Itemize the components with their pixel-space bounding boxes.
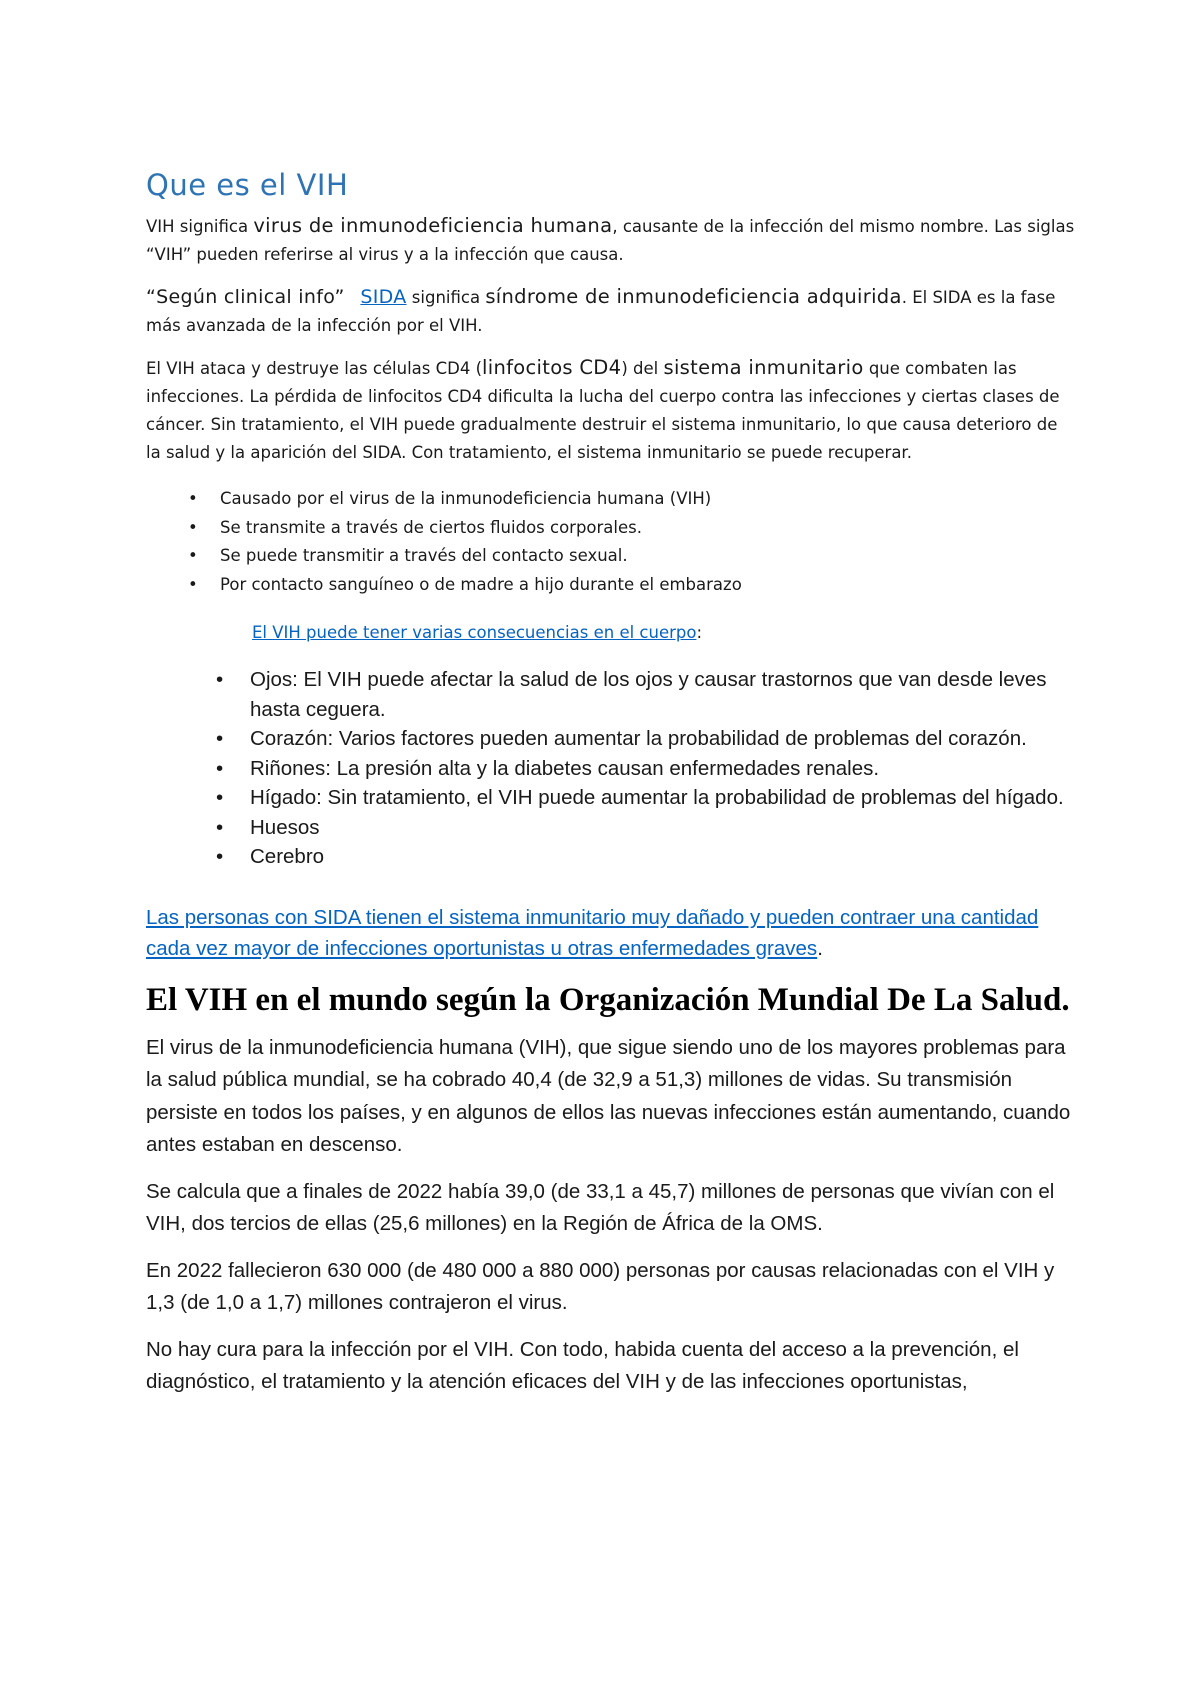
term-virus-inmunodeficiencia: virus de inmunodeficiencia humana — [253, 214, 613, 237]
transmission-list — [146, 485, 1076, 599]
paragraph-oms-2: Se calcula que a finales de 2022 había 39,0 (de 33,1 a 45,7) millones de personas que vivían con el VIH, dos tercios de ellas (25,6 millones) en la Región de África de la OMS. — [146, 1179, 1055, 1235]
text: significa — [406, 288, 486, 307]
consequences-link[interactable]: El VIH puede tener varias consecuencias en el cuerpo — [252, 623, 697, 642]
paragraph-oms-4: No hay cura para la infección por el VIH. Con todo, habida cuenta del acceso a la prevención, el diagnóstico, el tratamiento y la atención eficaces del VIH y de las infecciones oportunistas, — [146, 1337, 1019, 1393]
bullet-icon: • — [188, 546, 198, 565]
term-linfocitos-cd4: linfocitos CD4 — [482, 356, 622, 379]
bullet-icon: • — [188, 489, 198, 508]
sida-consequences-link[interactable]: Las personas con SIDA tienen el sistema inmunitario muy dañado y pueden contraer una cantidad cada vez mayor de infecciones oportunistas u otras enfermedades graves — [146, 905, 1039, 960]
bullet-icon: • — [188, 574, 198, 594]
section-title-vih-mundo: El VIH en el mundo según la Organización Mundial De La Salud. — [146, 981, 1070, 1018]
paragraph-sida-definition — [146, 283, 1076, 340]
closing-statement: Las personas con SIDA tienen el sistema inmunitario muy dañado y pueden contraer una cantidad cada vez mayor de infecciones oportunistas u otras enfermedades graves. — [146, 905, 1039, 960]
paragraph-cd4 — [146, 354, 1076, 467]
list-item: • Huesos — [216, 813, 1070, 843]
bullet-icon: • — [216, 815, 224, 839]
bullet-icon: • — [216, 786, 224, 809]
bullet-icon: • — [216, 668, 224, 691]
sida-link[interactable]: SIDA — [360, 286, 407, 308]
text: VIH significa — [146, 217, 254, 236]
text: . El SIDA es la fase más avanzada de la infección por el VIH. — [146, 288, 1056, 335]
list-item: • Cerebro — [216, 842, 1070, 872]
bullet-icon: • — [216, 756, 224, 780]
text: El VIH ataca y destruye las células CD4 ( — [146, 359, 483, 378]
text: que combaten las infecciones. La pérdida de linfocitos CD4 dificulta la lucha del cuerpo contra las infecciones y ciertas clases de cáncer. Sin tratamiento, el VIH puede gradualmente destruir el sistema inmunitario, lo que causa deterioro de la salud y la aparición del SIDA. Con tratamiento, el sistema inmunitario se puede recuperar. — [146, 359, 1060, 462]
list-item: • Por contacto sanguíneo o de madre a hijo durante el embarazo — [188, 571, 1076, 600]
list-item: • Ojos: El VIH puede afectar la salud de los ojos y causar trastornos que van desde leves hasta ceguera. — [216, 665, 1070, 724]
term-sistema-inmunitario: sistema inmunitario — [663, 356, 864, 379]
document-content — [146, 168, 1076, 1399]
term-sindrome: síndrome de inmunodeficiencia adquirida — [485, 285, 902, 308]
paragraph-oms-3: En 2022 fallecieron 630 000 (de 480 000 a 880 000) personas por causas relacionadas con el VIH y 1,3 (de 1,0 a 1,7) millones contrajeron el virus. — [146, 1258, 1055, 1314]
list-item: • Hígado: Sin tratamiento, el VIH puede aumentar la probabilidad de problemas del hígado. — [216, 783, 1070, 813]
bullet-icon: • — [188, 517, 198, 537]
paragraph-vih-definition — [146, 212, 1076, 269]
text: , causante de la infección del mismo nombre. Las siglas “VIH” pueden referirse al virus y a la infección que causa. — [146, 217, 1075, 264]
quote-clinical-info: “Según clinical info” — [146, 286, 345, 308]
bullet-icon: • — [216, 727, 224, 750]
consequences-list — [146, 665, 1076, 872]
section-title-que-es-vih: Que es el VIH — [146, 168, 349, 202]
list-item: • Causado por el virus de la inmunodeficiencia humana (VIH) — [188, 485, 1076, 514]
paragraph-oms-1: El virus de la inmunodeficiencia humana (VIH), que sigue siendo uno de los mayores problemas para la salud pública mundial, se ha cobrado 40,4 (de 32,9 a 51,3) millones de vidas. Su transmisión persiste en todos los países, y en algunos de ellos las nuevas infecciones están aumentando, cuando antes estaban en descenso. — [146, 1035, 1071, 1156]
bullet-icon: • — [216, 845, 224, 868]
list-item: • Corazón: Varios factores pueden aumentar la probabilidad de problemas del corazón. — [216, 724, 1070, 754]
text: ) del — [621, 359, 664, 378]
consequences-intro: El VIH puede tener varias consecuencias en el cuerpo: — [252, 623, 703, 642]
list-item: • Se transmite a través de ciertos fluidos corporales. — [188, 514, 1076, 543]
list-item: • Se puede transmitir a través del contacto sexual. — [188, 542, 1076, 571]
list-item: • Riñones: La presión alta y la diabetes causan enfermedades renales. — [216, 754, 1070, 784]
